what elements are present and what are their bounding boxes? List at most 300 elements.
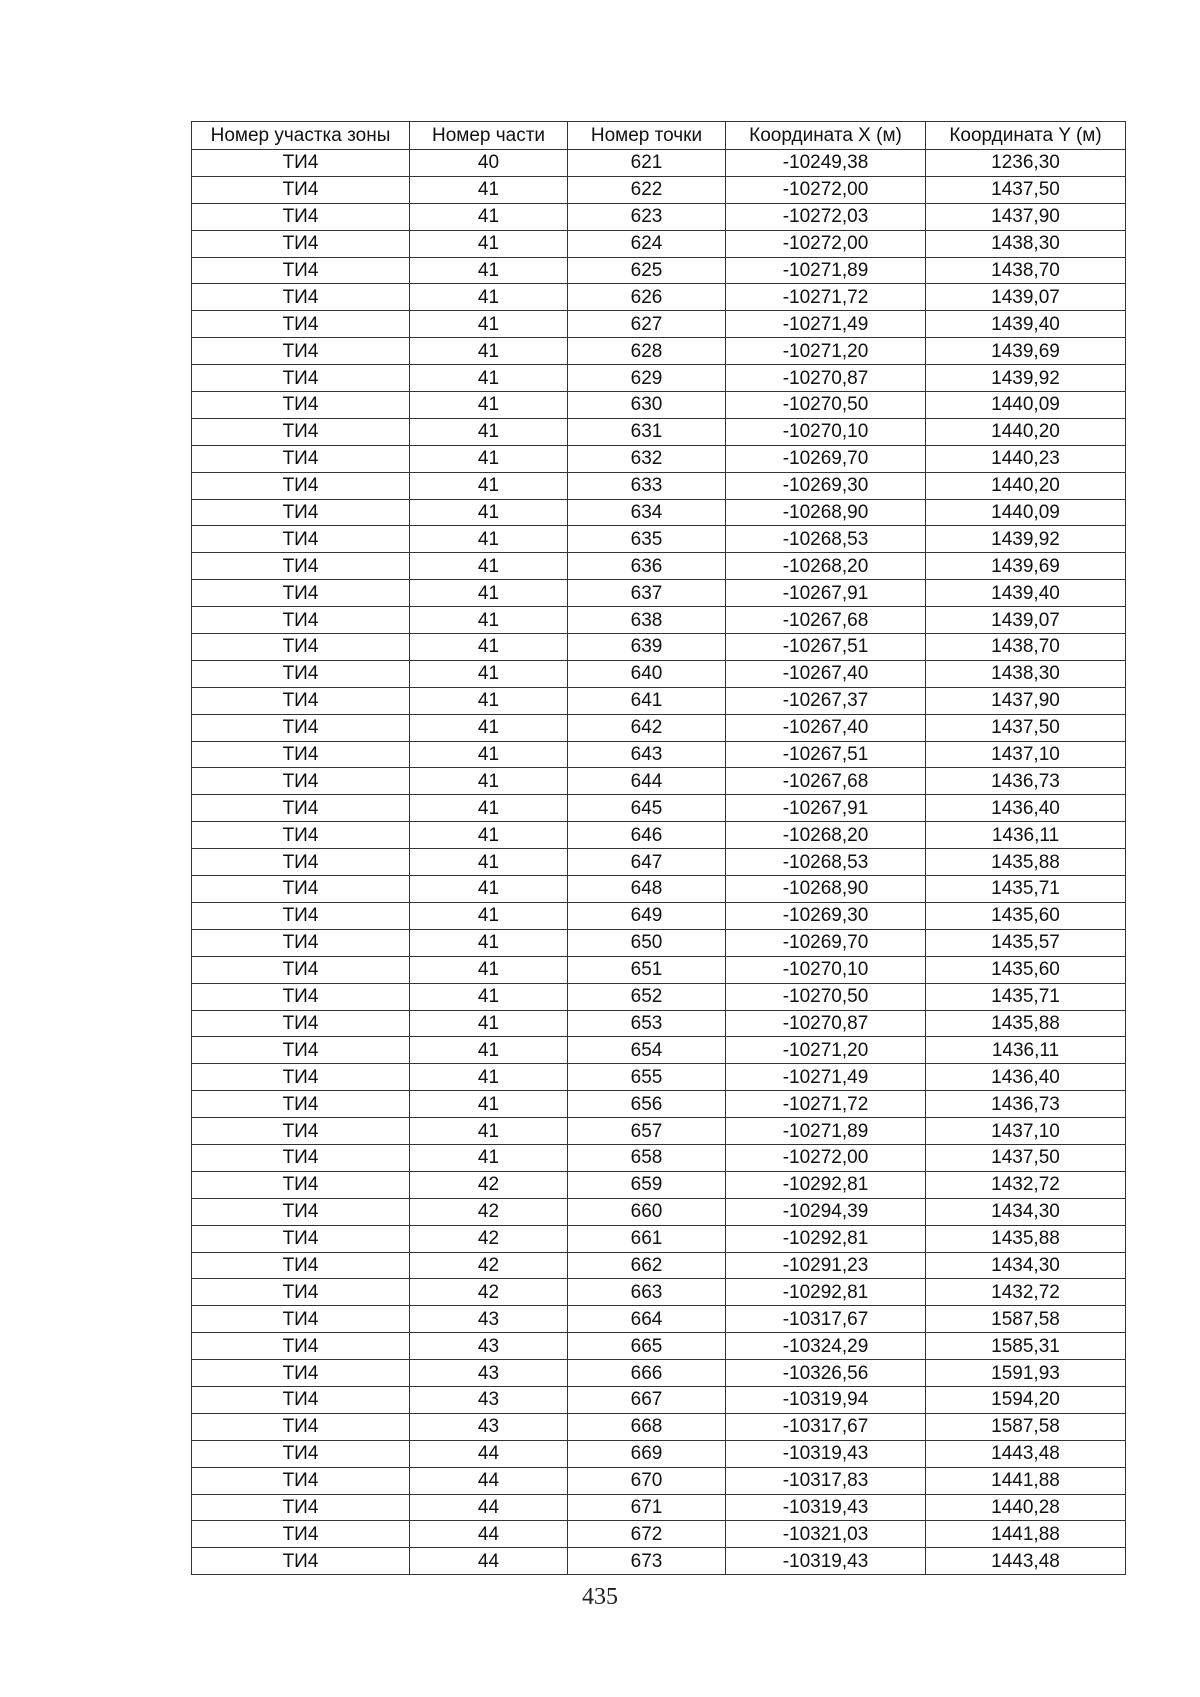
cell-coordinate-x: -10267,51 (726, 741, 926, 768)
table-row (192, 284, 1126, 311)
cell-coordinate-y: 1436,73 (926, 1091, 1126, 1118)
cell-zone-section: ТИ4 (192, 1037, 410, 1064)
table-row (192, 822, 1126, 849)
cell-coordinate-x: -10269,30 (726, 472, 926, 499)
cell-zone-section: ТИ4 (192, 822, 410, 849)
cell-coordinate-x: -10294,39 (726, 1198, 926, 1225)
cell-coordinate-x: -10267,68 (726, 768, 926, 795)
cell-point-number: 664 (568, 1306, 726, 1333)
table-row (192, 392, 1126, 419)
table-row (192, 203, 1126, 230)
table-row (192, 902, 1126, 929)
table-row (192, 230, 1126, 257)
table-row (192, 472, 1126, 499)
cell-part-number: 44 (410, 1467, 568, 1494)
cell-point-number: 667 (568, 1386, 726, 1413)
cell-zone-section: ТИ4 (192, 1413, 410, 1440)
cell-point-number: 645 (568, 795, 726, 822)
cell-point-number: 663 (568, 1279, 726, 1306)
cell-zone-section: ТИ4 (192, 1198, 410, 1225)
cell-coordinate-y: 1435,60 (926, 956, 1126, 983)
table-row (192, 1010, 1126, 1037)
table-row (192, 795, 1126, 822)
cell-coordinate-x: -10269,70 (726, 445, 926, 472)
cell-point-number: 637 (568, 580, 726, 607)
coordinates-table (191, 121, 1126, 1575)
cell-part-number: 41 (410, 176, 568, 203)
cell-zone-section: ТИ4 (192, 634, 410, 661)
cell-coordinate-y: 1437,50 (926, 714, 1126, 741)
cell-zone-section: ТИ4 (192, 1548, 410, 1575)
table-row (192, 714, 1126, 741)
cell-coordinate-x: -10271,20 (726, 1037, 926, 1064)
cell-part-number: 41 (410, 203, 568, 230)
cell-part-number: 41 (410, 1037, 568, 1064)
cell-part-number: 42 (410, 1225, 568, 1252)
cell-coordinate-x: -10319,43 (726, 1440, 926, 1467)
cell-part-number: 41 (410, 392, 568, 419)
cell-coordinate-y: 1437,50 (926, 176, 1126, 203)
cell-point-number: 646 (568, 822, 726, 849)
cell-zone-section: ТИ4 (192, 284, 410, 311)
cell-coordinate-y: 1437,90 (926, 687, 1126, 714)
cell-coordinate-y: 1440,09 (926, 392, 1126, 419)
table-row (192, 526, 1126, 553)
table-row (192, 1440, 1126, 1467)
cell-zone-section: ТИ4 (192, 714, 410, 741)
cell-point-number: 654 (568, 1037, 726, 1064)
cell-coordinate-x: -10270,87 (726, 1010, 926, 1037)
cell-part-number: 44 (410, 1548, 568, 1575)
cell-coordinate-y: 1440,09 (926, 499, 1126, 526)
table-row (192, 1225, 1126, 1252)
cell-coordinate-x: -10317,67 (726, 1413, 926, 1440)
cell-coordinate-y: 1439,69 (926, 338, 1126, 365)
cell-coordinate-x: -10317,67 (726, 1306, 926, 1333)
cell-part-number: 41 (410, 795, 568, 822)
cell-point-number: 622 (568, 176, 726, 203)
cell-point-number: 623 (568, 203, 726, 230)
cell-point-number: 651 (568, 956, 726, 983)
cell-coordinate-y: 1435,60 (926, 902, 1126, 929)
cell-coordinate-x: -10268,20 (726, 822, 926, 849)
cell-coordinate-x: -10292,81 (726, 1225, 926, 1252)
cell-point-number: 641 (568, 687, 726, 714)
cell-part-number: 41 (410, 284, 568, 311)
cell-zone-section: ТИ4 (192, 1494, 410, 1521)
cell-coordinate-x: -10268,90 (726, 876, 926, 903)
cell-zone-section: ТИ4 (192, 795, 410, 822)
cell-coordinate-y: 1440,20 (926, 418, 1126, 445)
cell-coordinate-x: -10272,00 (726, 176, 926, 203)
cell-part-number: 41 (410, 230, 568, 257)
cell-part-number: 42 (410, 1252, 568, 1279)
cell-coordinate-x: -10270,50 (726, 392, 926, 419)
cell-zone-section: ТИ4 (192, 553, 410, 580)
cell-point-number: 670 (568, 1467, 726, 1494)
cell-part-number: 41 (410, 472, 568, 499)
cell-coordinate-y: 1435,57 (926, 929, 1126, 956)
cell-part-number: 41 (410, 1091, 568, 1118)
cell-zone-section: ТИ4 (192, 1225, 410, 1252)
cell-part-number: 41 (410, 1144, 568, 1171)
cell-coordinate-y: 1436,11 (926, 1037, 1126, 1064)
cell-zone-section: ТИ4 (192, 472, 410, 499)
cell-zone-section: ТИ4 (192, 1064, 410, 1091)
cell-zone-section: ТИ4 (192, 902, 410, 929)
table-row (192, 687, 1126, 714)
table-row (192, 1306, 1126, 1333)
cell-coordinate-x: -10268,53 (726, 849, 926, 876)
cell-coordinate-y: 1437,10 (926, 1118, 1126, 1145)
cell-zone-section: ТИ4 (192, 983, 410, 1010)
cell-zone-section: ТИ4 (192, 1091, 410, 1118)
cell-coordinate-x: -10270,87 (726, 365, 926, 392)
cell-coordinate-y: 1443,48 (926, 1440, 1126, 1467)
table-row (192, 1548, 1126, 1575)
cell-coordinate-y: 1236,30 (926, 150, 1126, 177)
cell-coordinate-x: -10267,40 (726, 714, 926, 741)
cell-point-number: 634 (568, 499, 726, 526)
cell-coordinate-x: -10292,81 (726, 1171, 926, 1198)
cell-zone-section: ТИ4 (192, 203, 410, 230)
cell-coordinate-x: -10321,03 (726, 1521, 926, 1548)
table-row (192, 1279, 1126, 1306)
cell-part-number: 41 (410, 365, 568, 392)
table-row (192, 150, 1126, 177)
cell-point-number: 631 (568, 418, 726, 445)
cell-point-number: 653 (568, 1010, 726, 1037)
table-row (192, 1171, 1126, 1198)
cell-zone-section: ТИ4 (192, 768, 410, 795)
cell-coordinate-y: 1437,90 (926, 203, 1126, 230)
cell-coordinate-y: 1439,69 (926, 553, 1126, 580)
cell-point-number: 642 (568, 714, 726, 741)
cell-coordinate-y: 1441,88 (926, 1467, 1126, 1494)
cell-coordinate-x: -10271,89 (726, 1118, 926, 1145)
cell-coordinate-y: 1438,70 (926, 634, 1126, 661)
cell-part-number: 41 (410, 1064, 568, 1091)
cell-part-number: 41 (410, 1118, 568, 1145)
cell-coordinate-y: 1440,23 (926, 445, 1126, 472)
cell-part-number: 43 (410, 1413, 568, 1440)
cell-point-number: 635 (568, 526, 726, 553)
cell-point-number: 652 (568, 983, 726, 1010)
cell-point-number: 649 (568, 902, 726, 929)
cell-coordinate-y: 1591,93 (926, 1360, 1126, 1387)
cell-point-number: 628 (568, 338, 726, 365)
cell-part-number: 41 (410, 660, 568, 687)
page-number: 435 (582, 1584, 618, 1610)
cell-coordinate-y: 1587,58 (926, 1306, 1126, 1333)
cell-coordinate-y: 1594,20 (926, 1386, 1126, 1413)
cell-part-number: 41 (410, 607, 568, 634)
cell-part-number: 42 (410, 1279, 568, 1306)
cell-coordinate-x: -10317,83 (726, 1467, 926, 1494)
cell-coordinate-x: -10271,20 (726, 338, 926, 365)
cell-coordinate-y: 1435,71 (926, 876, 1126, 903)
cell-coordinate-y: 1436,40 (926, 795, 1126, 822)
cell-coordinate-x: -10324,29 (726, 1333, 926, 1360)
cell-part-number: 41 (410, 526, 568, 553)
cell-point-number: 660 (568, 1198, 726, 1225)
cell-coordinate-y: 1439,92 (926, 526, 1126, 553)
cell-part-number: 40 (410, 150, 568, 177)
cell-point-number: 669 (568, 1440, 726, 1467)
cell-coordinate-x: -10272,00 (726, 230, 926, 257)
cell-zone-section: ТИ4 (192, 660, 410, 687)
table-row (192, 1360, 1126, 1387)
cell-point-number: 662 (568, 1252, 726, 1279)
cell-coordinate-x: -10271,49 (726, 311, 926, 338)
cell-coordinate-y: 1440,20 (926, 472, 1126, 499)
cell-zone-section: ТИ4 (192, 1521, 410, 1548)
cell-zone-section: ТИ4 (192, 1144, 410, 1171)
table-row (192, 1521, 1126, 1548)
cell-coordinate-y: 1432,72 (926, 1171, 1126, 1198)
table-row (192, 257, 1126, 284)
cell-zone-section: ТИ4 (192, 338, 410, 365)
cell-coordinate-x: -10292,81 (726, 1279, 926, 1306)
cell-coordinate-y: 1439,40 (926, 580, 1126, 607)
cell-zone-section: ТИ4 (192, 1360, 410, 1387)
cell-zone-section: ТИ4 (192, 1440, 410, 1467)
cell-point-number: 636 (568, 553, 726, 580)
cell-coordinate-y: 1437,50 (926, 1144, 1126, 1171)
cell-point-number: 656 (568, 1091, 726, 1118)
cell-coordinate-y: 1440,28 (926, 1494, 1126, 1521)
header-point-number: Номер точки (568, 122, 726, 150)
cell-point-number: 659 (568, 1171, 726, 1198)
cell-zone-section: ТИ4 (192, 1118, 410, 1145)
cell-zone-section: ТИ4 (192, 876, 410, 903)
cell-point-number: 626 (568, 284, 726, 311)
cell-point-number: 666 (568, 1360, 726, 1387)
cell-coordinate-y: 1437,10 (926, 741, 1126, 768)
cell-part-number: 41 (410, 1010, 568, 1037)
cell-point-number: 632 (568, 445, 726, 472)
cell-part-number: 44 (410, 1440, 568, 1467)
cell-part-number: 41 (410, 929, 568, 956)
table-row (192, 876, 1126, 903)
table-row (192, 768, 1126, 795)
cell-coordinate-x: -10267,40 (726, 660, 926, 687)
cell-zone-section: ТИ4 (192, 1279, 410, 1306)
cell-coordinate-y: 1587,58 (926, 1413, 1126, 1440)
cell-coordinate-x: -10270,10 (726, 956, 926, 983)
cell-coordinate-y: 1436,73 (926, 768, 1126, 795)
cell-zone-section: ТИ4 (192, 445, 410, 472)
cell-part-number: 41 (410, 956, 568, 983)
cell-zone-section: ТИ4 (192, 741, 410, 768)
cell-part-number: 42 (410, 1198, 568, 1225)
header-zone-section: Номер участка зоны (192, 122, 410, 150)
cell-coordinate-y: 1439,40 (926, 311, 1126, 338)
cell-coordinate-x: -10272,03 (726, 203, 926, 230)
cell-point-number: 661 (568, 1225, 726, 1252)
cell-zone-section: ТИ4 (192, 418, 410, 445)
cell-part-number: 41 (410, 983, 568, 1010)
cell-point-number: 658 (568, 1144, 726, 1171)
cell-coordinate-x: -10270,10 (726, 418, 926, 445)
cell-part-number: 41 (410, 311, 568, 338)
table-row (192, 338, 1126, 365)
table-row (192, 176, 1126, 203)
table-row (192, 929, 1126, 956)
cell-zone-section: ТИ4 (192, 929, 410, 956)
cell-point-number: 668 (568, 1413, 726, 1440)
cell-part-number: 41 (410, 445, 568, 472)
cell-point-number: 665 (568, 1333, 726, 1360)
cell-coordinate-y: 1439,07 (926, 607, 1126, 634)
cell-coordinate-y: 1435,88 (926, 1010, 1126, 1037)
cell-coordinate-x: -10268,53 (726, 526, 926, 553)
cell-coordinate-x: -10271,89 (726, 257, 926, 284)
header-row (192, 122, 1126, 150)
cell-coordinate-y: 1438,70 (926, 257, 1126, 284)
cell-point-number: 630 (568, 392, 726, 419)
cell-zone-section: ТИ4 (192, 1010, 410, 1037)
cell-part-number: 41 (410, 687, 568, 714)
cell-coordinate-x: -10270,50 (726, 983, 926, 1010)
cell-zone-section: ТИ4 (192, 849, 410, 876)
cell-part-number: 41 (410, 634, 568, 661)
cell-zone-section: ТИ4 (192, 1467, 410, 1494)
cell-zone-section: ТИ4 (192, 607, 410, 634)
cell-point-number: 624 (568, 230, 726, 257)
cell-zone-section: ТИ4 (192, 580, 410, 607)
cell-part-number: 41 (410, 822, 568, 849)
cell-point-number: 639 (568, 634, 726, 661)
cell-zone-section: ТИ4 (192, 150, 410, 177)
cell-part-number: 43 (410, 1333, 568, 1360)
table-row (192, 1413, 1126, 1440)
cell-coordinate-x: -10271,72 (726, 1091, 926, 1118)
table-row (192, 1037, 1126, 1064)
cell-coordinate-y: 1439,07 (926, 284, 1126, 311)
cell-zone-section: ТИ4 (192, 687, 410, 714)
cell-part-number: 41 (410, 714, 568, 741)
cell-coordinate-y: 1439,92 (926, 365, 1126, 392)
table-row (192, 365, 1126, 392)
cell-point-number: 647 (568, 849, 726, 876)
cell-zone-section: ТИ4 (192, 1386, 410, 1413)
cell-point-number: 650 (568, 929, 726, 956)
cell-coordinate-y: 1441,88 (926, 1521, 1126, 1548)
cell-zone-section: ТИ4 (192, 1252, 410, 1279)
table-row (192, 580, 1126, 607)
cell-point-number: 627 (568, 311, 726, 338)
cell-point-number: 643 (568, 741, 726, 768)
table-row (192, 660, 1126, 687)
cell-part-number: 41 (410, 418, 568, 445)
header-coordinate-y: Координата Y (м) (926, 122, 1126, 150)
table-row (192, 1386, 1126, 1413)
cell-zone-section: ТИ4 (192, 392, 410, 419)
cell-coordinate-x: -10267,68 (726, 607, 926, 634)
cell-coordinate-y: 1436,40 (926, 1064, 1126, 1091)
cell-point-number: 633 (568, 472, 726, 499)
cell-coordinate-x: -10267,91 (726, 795, 926, 822)
cell-point-number: 640 (568, 660, 726, 687)
cell-zone-section: ТИ4 (192, 499, 410, 526)
table-row (192, 1064, 1126, 1091)
cell-point-number: 655 (568, 1064, 726, 1091)
cell-coordinate-x: -10269,30 (726, 902, 926, 929)
cell-zone-section: ТИ4 (192, 1333, 410, 1360)
table-row (192, 1467, 1126, 1494)
cell-coordinate-x: -10268,90 (726, 499, 926, 526)
cell-part-number: 41 (410, 338, 568, 365)
cell-coordinate-x: -10267,91 (726, 580, 926, 607)
table-row (192, 418, 1126, 445)
table-row (192, 607, 1126, 634)
cell-coordinate-x: -10271,49 (726, 1064, 926, 1091)
table-row (192, 553, 1126, 580)
cell-coordinate-y: 1434,30 (926, 1252, 1126, 1279)
cell-coordinate-y: 1434,30 (926, 1198, 1126, 1225)
table-row (192, 1494, 1126, 1521)
table-row (192, 445, 1126, 472)
cell-coordinate-x: -10267,51 (726, 634, 926, 661)
cell-coordinate-y: 1436,11 (926, 822, 1126, 849)
cell-coordinate-x: -10249,38 (726, 150, 926, 177)
cell-coordinate-y: 1435,88 (926, 849, 1126, 876)
cell-coordinate-y: 1432,72 (926, 1279, 1126, 1306)
cell-zone-section: ТИ4 (192, 176, 410, 203)
cell-coordinate-x: -10291,23 (726, 1252, 926, 1279)
cell-point-number: 621 (568, 150, 726, 177)
table-row (192, 1091, 1126, 1118)
cell-zone-section: ТИ4 (192, 1306, 410, 1333)
cell-point-number: 625 (568, 257, 726, 284)
cell-point-number: 657 (568, 1118, 726, 1145)
cell-part-number: 41 (410, 580, 568, 607)
cell-part-number: 43 (410, 1360, 568, 1387)
cell-point-number: 672 (568, 1521, 726, 1548)
cell-part-number: 41 (410, 553, 568, 580)
table-row (192, 1333, 1126, 1360)
cell-coordinate-y: 1438,30 (926, 230, 1126, 257)
table-body (192, 150, 1126, 1575)
table-row (192, 956, 1126, 983)
cell-zone-section: ТИ4 (192, 230, 410, 257)
table-row (192, 849, 1126, 876)
cell-part-number: 43 (410, 1386, 568, 1413)
cell-part-number: 42 (410, 1171, 568, 1198)
table-row (192, 741, 1126, 768)
cell-zone-section: ТИ4 (192, 526, 410, 553)
table-row (192, 983, 1126, 1010)
cell-coordinate-x: -10319,43 (726, 1548, 926, 1575)
header-coordinate-x: Координата X (м) (726, 122, 926, 150)
table-row (192, 311, 1126, 338)
cell-coordinate-x: -10319,43 (726, 1494, 926, 1521)
cell-coordinate-x: -10326,56 (726, 1360, 926, 1387)
cell-part-number: 41 (410, 741, 568, 768)
table-row (192, 634, 1126, 661)
cell-coordinate-y: 1438,30 (926, 660, 1126, 687)
cell-point-number: 638 (568, 607, 726, 634)
table-row (192, 1252, 1126, 1279)
cell-part-number: 41 (410, 768, 568, 795)
cell-zone-section: ТИ4 (192, 257, 410, 284)
table-row (192, 1144, 1126, 1171)
cell-part-number: 41 (410, 499, 568, 526)
cell-part-number: 41 (410, 902, 568, 929)
cell-coordinate-x: -10267,37 (726, 687, 926, 714)
cell-coordinate-x: -10269,70 (726, 929, 926, 956)
